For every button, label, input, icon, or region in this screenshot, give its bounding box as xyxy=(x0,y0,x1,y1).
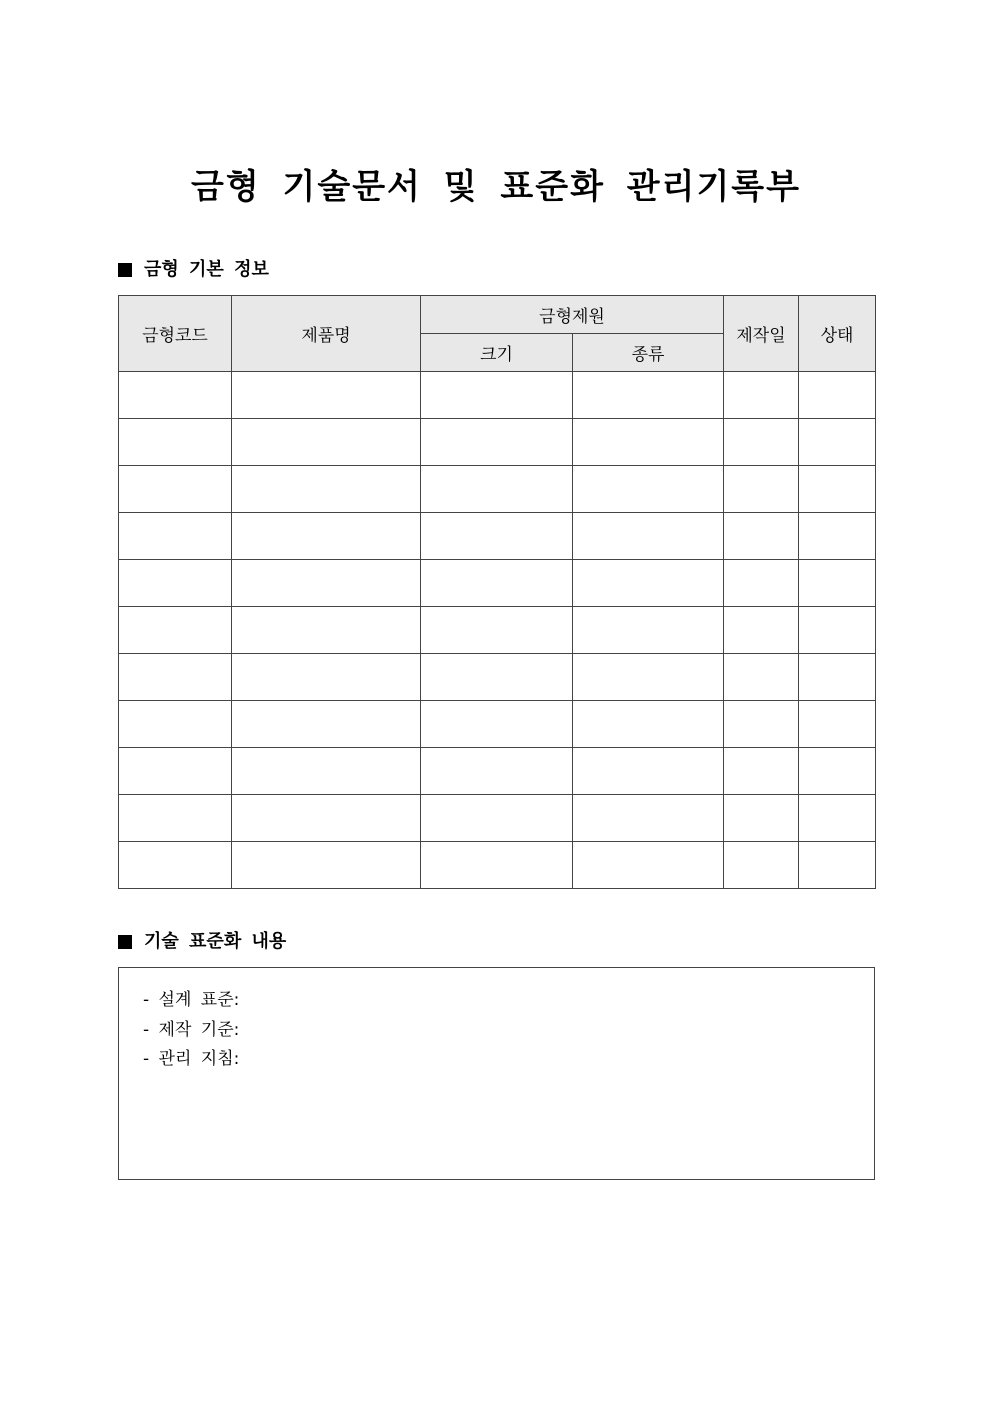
table-cell[interactable] xyxy=(573,560,724,607)
table-cell[interactable] xyxy=(232,748,421,795)
header-production-date: 제작일 xyxy=(724,296,799,372)
table-cell[interactable] xyxy=(232,466,421,513)
table-cell[interactable] xyxy=(799,513,876,560)
table-cell[interactable] xyxy=(799,748,876,795)
table-cell[interactable] xyxy=(119,419,232,466)
table-cell[interactable] xyxy=(573,419,724,466)
table-cell[interactable] xyxy=(724,466,799,513)
table-cell[interactable] xyxy=(724,607,799,654)
table-cell[interactable] xyxy=(724,419,799,466)
table-cell[interactable] xyxy=(573,795,724,842)
table-row xyxy=(119,654,876,701)
table-cell[interactable] xyxy=(799,842,876,889)
table-cell[interactable] xyxy=(421,513,573,560)
header-status: 상태 xyxy=(799,296,876,372)
table-cell[interactable] xyxy=(724,372,799,419)
table-cell[interactable] xyxy=(573,842,724,889)
table-row xyxy=(119,560,876,607)
table-cell[interactable] xyxy=(232,607,421,654)
table-cell[interactable] xyxy=(232,842,421,889)
table-cell[interactable] xyxy=(421,466,573,513)
header-type: 종류 xyxy=(573,334,724,372)
table-cell[interactable] xyxy=(119,654,232,701)
table-cell[interactable] xyxy=(421,560,573,607)
table-cell[interactable] xyxy=(724,842,799,889)
table-row xyxy=(119,419,876,466)
mold-info-table xyxy=(118,295,876,889)
table-cell[interactable] xyxy=(799,654,876,701)
header-size: 크기 xyxy=(421,334,573,372)
table-cell[interactable] xyxy=(724,748,799,795)
table-cell[interactable] xyxy=(232,513,421,560)
table-cell[interactable] xyxy=(573,466,724,513)
table-row xyxy=(119,842,876,889)
table-row xyxy=(119,513,876,560)
table-row xyxy=(119,748,876,795)
table-cell[interactable] xyxy=(724,795,799,842)
table-cell[interactable] xyxy=(799,560,876,607)
table-cell[interactable] xyxy=(119,560,232,607)
table-cell[interactable] xyxy=(119,842,232,889)
page-title: 금형 기술문서 및 표준화 관리기록부 xyxy=(190,167,801,207)
table-cell[interactable] xyxy=(119,513,232,560)
tech-standard-content-box[interactable] xyxy=(118,967,875,1180)
table-cell[interactable] xyxy=(724,513,799,560)
table-cell[interactable] xyxy=(421,842,573,889)
table-row xyxy=(119,795,876,842)
table-cell[interactable] xyxy=(573,748,724,795)
table-cell[interactable] xyxy=(724,701,799,748)
header-mold-code: 금형코드 xyxy=(119,296,232,372)
table-cell[interactable] xyxy=(421,654,573,701)
table-cell[interactable] xyxy=(119,748,232,795)
table-cell[interactable] xyxy=(573,701,724,748)
table-row xyxy=(119,466,876,513)
table-cell[interactable] xyxy=(724,654,799,701)
header-mold-spec: 금형제원 xyxy=(421,296,724,334)
section-heading-tech-standard xyxy=(118,930,286,954)
section-heading-basic-info xyxy=(118,258,269,282)
black-square-icon xyxy=(118,935,132,949)
table-row xyxy=(119,372,876,419)
table-cell[interactable] xyxy=(421,372,573,419)
table-cell[interactable] xyxy=(119,466,232,513)
table-cell[interactable] xyxy=(232,419,421,466)
table-cell[interactable] xyxy=(232,701,421,748)
list-item: - 제작 기준: xyxy=(143,1019,240,1040)
table-cell[interactable] xyxy=(573,607,724,654)
table-cell[interactable] xyxy=(421,419,573,466)
table-cell[interactable] xyxy=(232,560,421,607)
table-cell[interactable] xyxy=(724,560,799,607)
table-cell[interactable] xyxy=(573,372,724,419)
tech-standard-list xyxy=(119,968,874,1075)
table-cell[interactable] xyxy=(119,372,232,419)
table-row xyxy=(119,701,876,748)
section-heading-label: 금형 기본 정보 xyxy=(144,259,269,280)
table-cell[interactable] xyxy=(799,419,876,466)
mold-info-table-body xyxy=(119,372,876,889)
list-item: - 설계 표준: xyxy=(143,990,240,1010)
table-cell[interactable] xyxy=(421,607,573,654)
list-item: - 관리 지침: xyxy=(143,1049,240,1069)
table-cell[interactable] xyxy=(799,607,876,654)
table-cell[interactable] xyxy=(119,607,232,654)
table-cell[interactable] xyxy=(799,701,876,748)
section-heading-label: 기술 표준화 내용 xyxy=(144,931,287,952)
header-product-name: 제품명 xyxy=(232,296,421,372)
table-cell[interactable] xyxy=(119,701,232,748)
table-cell[interactable] xyxy=(232,372,421,419)
table-cell[interactable] xyxy=(799,466,876,513)
table-cell[interactable] xyxy=(232,654,421,701)
table-cell[interactable] xyxy=(573,513,724,560)
table-cell[interactable] xyxy=(421,795,573,842)
table-cell[interactable] xyxy=(573,654,724,701)
table-cell[interactable] xyxy=(232,795,421,842)
table-cell[interactable] xyxy=(421,701,573,748)
table-cell[interactable] xyxy=(799,372,876,419)
table-cell[interactable] xyxy=(119,795,232,842)
table-cell[interactable] xyxy=(421,748,573,795)
black-square-icon xyxy=(118,263,132,277)
table-cell[interactable] xyxy=(799,795,876,842)
table-row xyxy=(119,607,876,654)
